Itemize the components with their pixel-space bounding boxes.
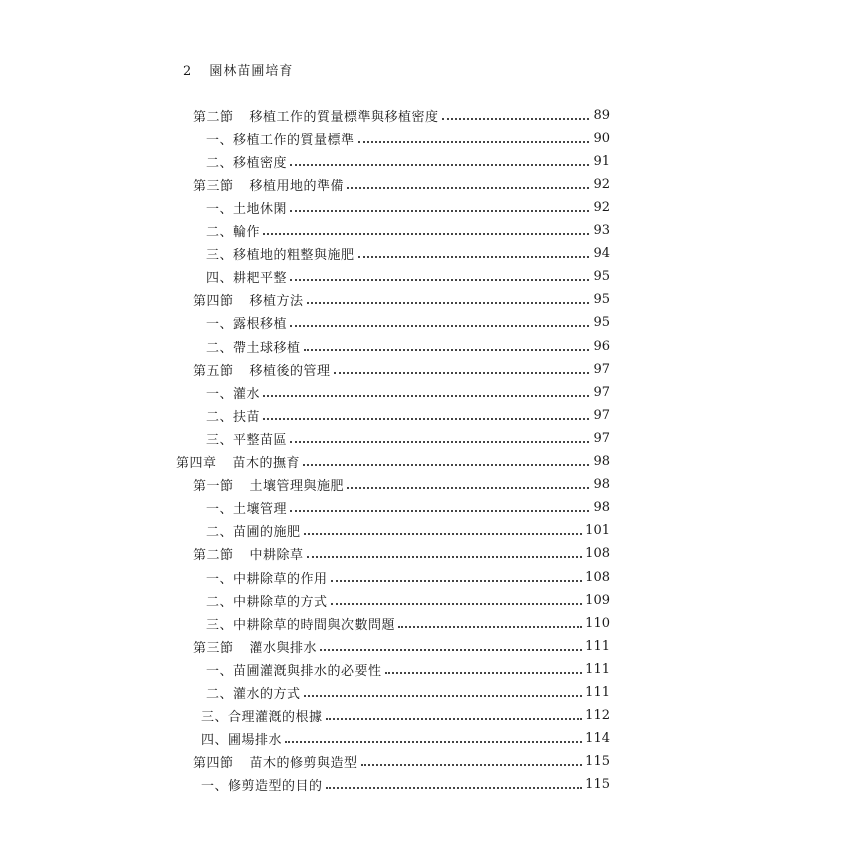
dot-leader xyxy=(290,163,589,166)
toc-entry-title: 平整苗區 xyxy=(233,432,288,448)
toc-entry-label xyxy=(206,406,260,425)
toc-entry xyxy=(206,312,610,334)
dot-leader xyxy=(361,763,583,766)
toc-entry xyxy=(206,682,610,704)
dot-leader xyxy=(303,463,589,466)
toc-entry-page: 115 xyxy=(585,754,610,770)
toc-entry-page: 110 xyxy=(585,615,610,631)
dot-leader xyxy=(304,348,589,351)
toc-entry-label xyxy=(206,198,287,217)
toc-entry xyxy=(206,381,610,403)
dot-leader xyxy=(385,671,583,674)
toc-entry xyxy=(193,474,610,496)
toc-entry-label xyxy=(206,129,355,148)
dot-leader xyxy=(290,278,589,281)
toc-entry-title: 移植後的管理 xyxy=(249,363,331,379)
toc-entry-title: 土壤管理與施肥 xyxy=(249,479,345,495)
toc-entry xyxy=(206,127,610,149)
toc-entry xyxy=(206,220,610,242)
toc-entry-page: 108 xyxy=(585,569,610,585)
toc-entry-label xyxy=(206,568,328,587)
toc-entry-title: 移植方法 xyxy=(249,294,304,310)
toc-entry-label xyxy=(206,313,287,332)
toc-entry-page: 111 xyxy=(585,638,610,654)
dot-leader xyxy=(358,255,589,258)
dot-leader xyxy=(326,786,583,789)
toc-entry-prefix: 一、 xyxy=(206,663,234,679)
toc-entry-prefix: 第三節 xyxy=(193,640,234,656)
dot-leader xyxy=(347,486,589,489)
toc-entry-prefix: 一、 xyxy=(201,779,229,795)
toc-entry-title: 灌水與排水 xyxy=(249,640,318,656)
toc-entry xyxy=(206,243,610,265)
toc-entry-label xyxy=(201,775,323,794)
toc-entry-title: 灌水 xyxy=(233,386,261,402)
toc-entry-label xyxy=(206,614,395,633)
toc-entry-title: 移植用地的準備 xyxy=(249,178,345,194)
dot-leader xyxy=(304,694,583,697)
toc-entry-page: 93 xyxy=(593,223,610,238)
toc-entry xyxy=(206,266,610,288)
dot-leader xyxy=(331,579,583,582)
toc-entry-title: 露根移植 xyxy=(233,317,288,333)
toc-entry-title: 土地休閑 xyxy=(233,201,288,217)
toc-entry-page: 96 xyxy=(593,338,610,354)
toc-entry-label xyxy=(193,544,304,563)
toc-entry-prefix: 第四節 xyxy=(193,756,234,772)
toc-entry-prefix: 四、 xyxy=(201,733,229,749)
dot-leader xyxy=(263,232,589,235)
dot-leader xyxy=(347,186,589,189)
toc-entry-prefix: 第二節 xyxy=(193,548,234,564)
toc-entry-title: 中耕除草 xyxy=(249,548,304,564)
toc-entry xyxy=(206,427,610,449)
toc-entry-label xyxy=(206,221,260,240)
toc-entry-page: 95 xyxy=(593,315,610,331)
toc-entry-label xyxy=(201,706,323,725)
toc-entry-prefix: 一、 xyxy=(206,386,234,402)
toc-entry-prefix: 一、 xyxy=(206,317,234,333)
toc-entry xyxy=(176,451,610,473)
toc-entry-prefix: 三、 xyxy=(206,248,234,264)
toc-entry-page: 114 xyxy=(585,731,610,747)
toc-entry-label xyxy=(206,683,301,702)
toc-entry xyxy=(206,612,610,634)
toc-entry-prefix: 四、 xyxy=(206,271,234,287)
toc-entry-title: 合理灌漑的根據 xyxy=(228,710,323,726)
toc-entry xyxy=(193,358,610,380)
toc-entry-page: 101 xyxy=(585,523,610,539)
toc-entry-page: 92 xyxy=(593,176,610,192)
dot-leader xyxy=(304,532,583,535)
toc-entry-prefix: 第五節 xyxy=(193,363,234,379)
dot-leader xyxy=(307,555,583,558)
toc-entry-title: 耕耙平整 xyxy=(233,271,288,287)
toc-entry-page: 108 xyxy=(585,546,610,562)
toc-entry-page: 112 xyxy=(585,708,610,724)
dot-leader xyxy=(326,717,583,720)
toc-entry-page: 109 xyxy=(585,592,610,608)
toc-entry-page: 115 xyxy=(585,777,610,793)
toc-entry-label xyxy=(206,383,260,402)
toc-entry-prefix: 二、 xyxy=(206,340,234,356)
toc-entry xyxy=(206,566,610,588)
toc-entry-prefix: 第四章 xyxy=(176,456,217,471)
toc-entry-page: 111 xyxy=(585,661,610,677)
toc-entry-label xyxy=(206,591,328,610)
toc-entry xyxy=(206,589,610,611)
toc-entry-prefix: 第三節 xyxy=(193,178,234,194)
toc-entry xyxy=(193,173,610,195)
toc-entry-page: 95 xyxy=(593,292,610,308)
toc-entry xyxy=(206,658,610,680)
toc-entry-label xyxy=(201,729,282,748)
toc-entry-page: 94 xyxy=(593,246,610,262)
toc-entry-label xyxy=(206,267,287,286)
toc-entry-label xyxy=(193,360,331,379)
toc-entry-page: 97 xyxy=(593,407,610,423)
dot-leader xyxy=(290,324,589,327)
toc-entry xyxy=(201,728,610,750)
toc-entry-title: 移植地的粗整與施肥 xyxy=(233,248,355,264)
toc-entry-title: 圃場排水 xyxy=(228,733,283,749)
toc-entry-title: 帶土球移植 xyxy=(233,340,301,356)
toc-entry-prefix: 二、 xyxy=(206,409,234,425)
toc-entry xyxy=(206,150,610,172)
toc-entry xyxy=(206,404,610,426)
dot-leader xyxy=(398,625,582,628)
book-title: 園林苗圃培育 xyxy=(209,64,294,79)
toc-entry-title: 中耕除草的時間與次數問題 xyxy=(233,617,396,633)
dot-leader xyxy=(320,648,582,651)
toc-entry xyxy=(193,635,610,657)
dot-leader xyxy=(358,140,589,143)
toc-entry-title: 中耕除草的作用 xyxy=(233,571,328,587)
toc-entry-label xyxy=(206,521,301,540)
toc-entry-page: 97 xyxy=(593,384,610,400)
toc-entry-prefix: 一、 xyxy=(206,571,234,587)
dot-leader xyxy=(334,371,589,374)
toc-entry xyxy=(193,104,610,126)
toc-entry-title: 灌水的方式 xyxy=(233,687,301,702)
toc-entry-prefix: 一、 xyxy=(206,502,234,518)
toc-entry-title: 苗圃的施肥 xyxy=(233,525,301,541)
toc-entry-label xyxy=(193,106,439,125)
toc-entry-label xyxy=(206,429,287,448)
toc-entry-label xyxy=(193,475,344,494)
toc-entry-page: 98 xyxy=(593,454,610,469)
dot-leader xyxy=(307,301,589,304)
toc-entry-title: 苗木的撫育 xyxy=(232,456,301,471)
toc-entry xyxy=(206,335,610,357)
toc-entry-prefix: 一、 xyxy=(206,132,234,148)
toc-entry-prefix: 二、 xyxy=(206,594,234,610)
toc-entry-label xyxy=(206,337,301,356)
toc-entry-title: 中耕除草的方式 xyxy=(233,594,328,610)
toc-entry-prefix: 三、 xyxy=(201,710,229,726)
toc-entry-title: 移植工作的質量標準 xyxy=(233,132,355,148)
toc-entry-prefix: 二、 xyxy=(206,525,234,541)
toc-entry-prefix: 二、 xyxy=(206,155,234,171)
toc-entry-label xyxy=(206,498,287,517)
toc-entry-title: 移植密度 xyxy=(233,155,288,171)
toc-entry-prefix: 第一節 xyxy=(193,479,234,495)
toc-entry-label xyxy=(206,660,382,679)
toc-entry-page: 95 xyxy=(593,269,610,285)
toc-entry xyxy=(201,705,610,727)
dot-leader xyxy=(285,740,582,743)
toc-entry-page: 98 xyxy=(593,477,610,493)
toc-entry xyxy=(193,751,610,773)
dot-leader xyxy=(331,602,583,605)
dot-leader xyxy=(290,440,589,443)
toc-entry-page: 91 xyxy=(593,153,610,169)
dot-leader xyxy=(263,417,589,420)
toc-entry-title: 修剪造型的目的 xyxy=(228,779,323,795)
toc-entry-page: 111 xyxy=(585,685,610,700)
toc-entry xyxy=(193,289,610,311)
toc-entry-prefix: 第四節 xyxy=(193,294,234,310)
toc-entry-page: 90 xyxy=(593,130,610,146)
toc-entry-label xyxy=(206,244,355,263)
toc-entry xyxy=(193,543,610,565)
toc-entry-label xyxy=(176,452,300,471)
toc-entry-title: 移植工作的質量標準與移植密度 xyxy=(249,109,439,125)
toc-entry-prefix: 三、 xyxy=(206,432,234,448)
toc-entry-title: 苗圃灌漑與排水的必要性 xyxy=(233,663,382,679)
toc-entry-title: 扶苗 xyxy=(233,409,261,425)
dot-leader xyxy=(442,117,589,120)
running-header xyxy=(183,60,293,79)
toc-entry-label xyxy=(193,752,358,771)
toc-entry xyxy=(206,196,610,218)
dot-leader xyxy=(290,209,589,212)
dot-leader xyxy=(263,394,589,397)
toc-entry-title: 土壤管理 xyxy=(233,502,288,518)
toc-entry-prefix: 三、 xyxy=(206,617,234,633)
toc-entry-page: 92 xyxy=(593,199,610,215)
toc-entry-label xyxy=(193,290,304,309)
toc-entry-prefix: 二、 xyxy=(206,687,234,702)
page-number: 2 xyxy=(183,64,193,79)
toc-entry-label xyxy=(193,175,344,194)
toc-entry-page: 89 xyxy=(593,107,610,123)
toc-entry xyxy=(206,520,610,542)
toc-entry-label xyxy=(193,637,317,656)
toc-entry-title: 輪作 xyxy=(233,225,261,240)
dot-leader xyxy=(290,509,589,512)
toc-entry xyxy=(201,774,610,796)
toc-entry-label xyxy=(206,152,287,171)
toc-entry-prefix: 二、 xyxy=(206,225,234,240)
toc-entry-prefix: 第二節 xyxy=(193,109,234,125)
toc-entry-title: 苗木的修剪與造型 xyxy=(249,756,358,772)
toc-entry xyxy=(206,497,610,519)
toc-entry-page: 97 xyxy=(593,361,610,377)
toc-entry-page: 97 xyxy=(593,430,610,446)
toc-entry-prefix: 一、 xyxy=(206,201,234,217)
toc-entry-page: 98 xyxy=(593,500,610,516)
